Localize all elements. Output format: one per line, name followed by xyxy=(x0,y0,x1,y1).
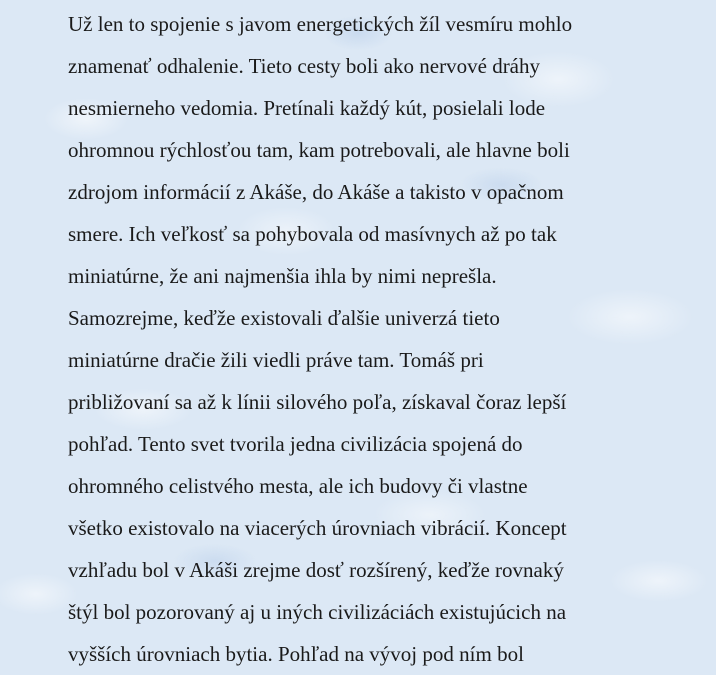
text-line: zdrojom informácií z Akáše, do Akáše a takisto v opačnom xyxy=(68,180,564,204)
text-line: znamenať odhalenie. Tieto cesty boli ako nervové dráhy xyxy=(68,54,541,78)
text-line: všetko existovalo na viacerých úrovniach vibrácií. Koncept xyxy=(68,516,567,540)
text-line: miniatúrne, že ani najmenšia ihla by nimi neprešla. xyxy=(68,264,497,288)
text-line: ohromného celistvého mesta, ale ich budovy či vlastne xyxy=(68,474,528,498)
text-line: ohromnou rýchlosťou tam, kam potrebovali, ale hlavne boli xyxy=(68,138,570,162)
text-line: nesmierneho vedomia. Pretínali každý kút, posielali lode xyxy=(68,96,546,120)
text-line: vzhľadu bol v Akáši zrejme dosť rozšírený, keďže rovnaký xyxy=(68,558,564,582)
text-line: Samozrejme, keďže existovali ďalšie univerzá tieto xyxy=(68,306,500,330)
text-line: štýl bol pozorovaný aj u iných civilizáciách existujúcich na xyxy=(68,600,567,624)
text-line: pohľad. Tento svet tvorila jedna civilizácia spojená do xyxy=(68,432,523,456)
text-line: približovaní sa až k línii silového poľa, získaval čoraz lepší xyxy=(68,390,567,414)
text-line: miniatúrne dračie žili viedli práve tam. Tomáš pri xyxy=(68,348,484,372)
text-line: smere. Ich veľkosť sa pohybovala od masívnych až po tak xyxy=(68,222,557,246)
text-line: vyšších úrovniach bytia. Pohľad na vývoj pod ním bol xyxy=(68,642,524,666)
text-line: Už len to spojenie s javom energetických žíl vesmíru mohlo xyxy=(68,12,573,36)
document-body xyxy=(68,3,708,675)
